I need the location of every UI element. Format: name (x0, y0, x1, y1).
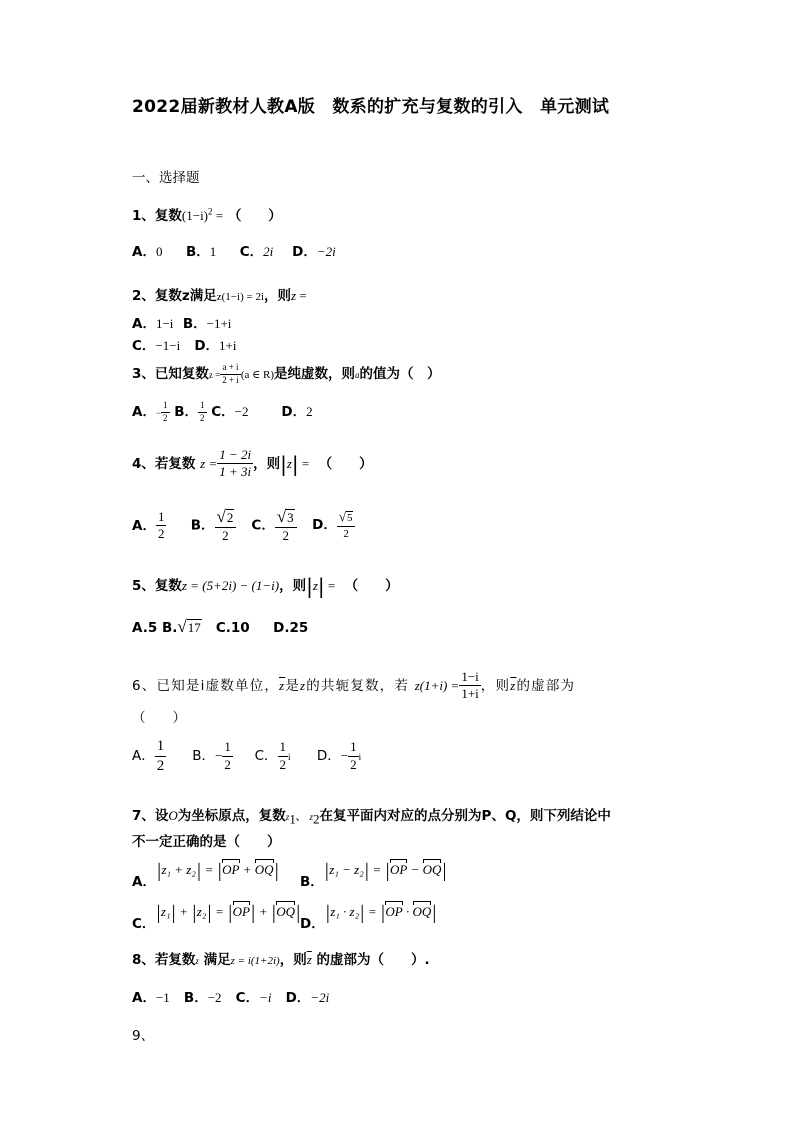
question-5-options (132, 618, 308, 636)
q7-option-c: C．|z₁| + |z₂| = |OP| + |OQ| (132, 901, 301, 932)
q3-option-b: B． $\frac{1}{2}$ (174, 399, 205, 423)
question-7: 7、设O为坐标原点，复数$z_1$、 $z_2$在复平面内对应的点分别为P、Q，则下列结论中 (132, 808, 611, 827)
q1-option-c: C．2i (239, 244, 274, 260)
q3-option-c: C．−2 (211, 404, 249, 420)
page-title: 2022届新教材人教A版 数系的扩充与复数的引入 单元测试 (132, 97, 610, 117)
q6-option-c: C． $\frac{1}{2}$ i (254, 739, 291, 772)
question-8-options (132, 986, 329, 1006)
q5-option-d: D.25 (273, 620, 309, 636)
question-8: 8、若复数z 满足z = i(1+2i)，则$\overline{z}$ 的虚部为（ ）. (132, 952, 430, 968)
question-7-line2: 不一定正确的是（ ） (132, 834, 281, 850)
question-2-options-row2 (132, 334, 236, 354)
q4-option-d: D． √ 5 2 (312, 517, 355, 533)
question-2-options-row1 (132, 312, 231, 332)
question-6: 6、已知是i虚数单位，$\overline{z}$是z的共轭复数，若 z(1+i) = $\frac{1-i}{1+i}$ ，则$\overline{z}$的虚部为 (132, 669, 576, 702)
q2-option-b: B．−1+i (182, 316, 232, 332)
q2-option-c: C．−1−i (132, 338, 181, 354)
q3-option-d: D．2 (281, 404, 313, 420)
q7-option-d: D．|z₁ · z₂| = |OP · OQ| (300, 901, 437, 932)
q8-option-d: D．−2i (285, 990, 330, 1006)
q4-option-b: B． √ 2 2 (191, 508, 247, 543)
q6-option-b: B．− $\frac{1}{2}$ (192, 739, 231, 772)
q1-option-d: D．−2i (292, 244, 336, 260)
q4-option-c: C． √ 3 2 (251, 508, 307, 543)
question-5: 5、复数z = (5+2i) − (1−i)，则|z| = （ ） (132, 574, 399, 598)
q3-option-a: A．− $\frac{1}{2}$ (132, 399, 168, 423)
q6-option-d: D．− $\frac{1}{2}$ i (316, 739, 362, 772)
question-9: 9、 (132, 1028, 155, 1044)
question-6-options (132, 738, 361, 774)
q8-option-b: B．−2 (183, 990, 222, 1006)
question-6-paren: （ ） (132, 710, 186, 726)
q6-option-a: A． $\frac{1}{2}$ (132, 738, 165, 774)
question-1: 1、复数$(1-i)^2$ = （ ） (132, 206, 282, 224)
q2-option-d: D．1+i (194, 338, 237, 354)
question-1-options (132, 240, 336, 260)
q5-option-a: A.5 (132, 620, 158, 636)
q8-option-c: C．−i (235, 990, 272, 1006)
q1-option-b: B．1 (185, 244, 217, 260)
q5-option-c: C.10 (215, 620, 250, 636)
q4-option-a: A． $\frac{1}{2}$ (132, 508, 165, 541)
question-3-options (132, 400, 313, 423)
section-heading: 一、选择题 (132, 170, 200, 186)
q8-option-a: A．−1 (132, 990, 170, 1006)
question-4: 4、若复数 z = $\frac{1 - 2i}{1 + 3i}$ ，则|z| = （ ） (132, 447, 373, 480)
question-3: 3、已知复数z = $\frac{a + i}{2 + i}$ (a ∈ R)是纯虚数，则a的值为（ ） (132, 361, 441, 385)
question-2: 2、复数z满足z(1−i) = 2i，则z = (132, 288, 307, 304)
q7-option-a: A．|z₁ + z₂| = |OP + OQ| (132, 859, 280, 890)
question-4-options (132, 508, 355, 543)
q5-option-b: B. √ 17 (161, 617, 201, 636)
q2-option-a: A．1−i (132, 316, 174, 332)
q7-option-b: B．|z₁ − z₂| = |OP − OQ| (300, 859, 447, 890)
q1-option-a: A．0 (132, 244, 163, 260)
